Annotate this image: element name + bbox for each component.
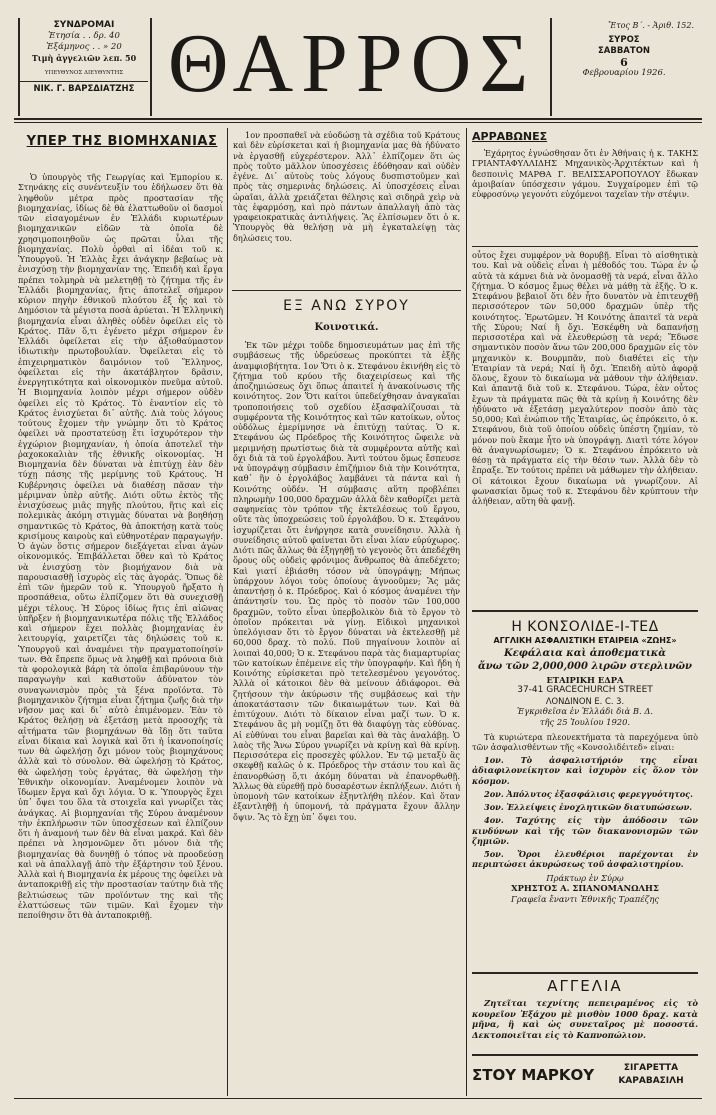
subscriptions-heading: ΣΥΝΔΡΟΜΑΙ: [53, 20, 115, 30]
newspaper-title: ΘΑΡΡΟΣ: [167, 17, 537, 110]
director-name: ΝΙΚ. Γ. ΒΑΡΣΔΙΑΤΖΗΣ: [20, 81, 148, 95]
masthead-rule: [14, 122, 702, 123]
masthead-rule: [14, 118, 702, 120]
insurance-agent-name: ΧΡΗΣΤΟΣ Α. ΣΠΑΝΟΜΑΝΩΛΗΣ: [511, 883, 659, 894]
issue-number: Ἔτος Β΄. - Ἀριθ. 152.: [608, 21, 694, 30]
classified-title: ΑΓΓΕΛΙΑ: [547, 977, 623, 995]
cigarette-brand-2: ΚΑΡΑΒΑΣΙΛΗ: [618, 1076, 684, 1086]
insurance-benefit-4: 4ον. Ταχύτης εἰς τὴν ἀπόδοσιν τῶν κινδύνων καὶ τῆς τῶν διακανονισμῶν τῶν ζημιῶν.: [472, 815, 698, 846]
ad-rule: [472, 1054, 698, 1056]
issue-place: ΣΥΡΟΣ: [608, 35, 640, 45]
issue-date-number: 6: [620, 56, 628, 69]
bottom-rule: [14, 1098, 702, 1099]
insurance-registration-date: τῆς 25 Ἰουλίου 1920.: [539, 716, 631, 727]
subscription-annual: Ἐτησία . . δρ. 40: [48, 31, 120, 41]
insurance-intro: Τὰ κυριώτερα πλεονεκτήματα τὰ παρεχόμενα ὑπὸ τῶν ἀσφαλισθέντων τῆς «Κονσολιδέιτεδ» εἶναι:: [472, 731, 698, 752]
insurance-ad: [472, 618, 698, 968]
insurance-benefit-3: 3ον. Ἐλλείψεις ἐνοχλητικῶν διατυπώσεων.: [484, 802, 693, 813]
ad-price: Τιμὴ ἀγγελιῶν λεπ. 50: [31, 53, 137, 63]
insurance-address: 37-41 GRACECHURCH STREET: [517, 685, 653, 696]
issue-day: ΣΑΒΒΑΤΟΝ: [597, 46, 651, 56]
column-rule: [466, 128, 467, 1096]
box-border: [18, 18, 20, 116]
box-border: [150, 18, 152, 116]
engagements-title: ΑΡΡΑΒΩΝΕΣ: [472, 130, 548, 143]
insurance-capital-amount: ἄνω τῶν 2,000,000 λιρῶν στερλινῶν: [478, 660, 692, 672]
engagements-body: Ἐχάρητος ἐγνώσθησαν ὅτι ἐν Ἀθήναις ἡ κ. ΤΑΚΗΣ ΓΡΙΑΝΤΑΦΥΛΛΙΔΗΣ Μηχανικὸς-Ἀρχιτέκτων καὶ ἡ δεσποινὶς ΜΑΡΘΑ Γ. ΒΕΛΙΣΣΑΡΟΠΟΥΛΟΥ ἔδωκαν ἀμοιβαίαν ὑπόσχεσιν γάμου. Συγχαίρομεν ἐπὶ τῷ εὐφροσύνῳ γεγονότι εὐχόμενοι ταχεῖαν τὴν στέψιν.: [472, 148, 698, 199]
insurance-registration: Ἐγκριθεῖσα ἐν Ἑλλάδι διὰ Β. Δ.: [516, 706, 654, 717]
insurance-capital-label: Κεφάλαια καὶ ἀποθεματικὰ: [504, 647, 666, 659]
subscription-semiannual: Ἑξάμηνος . . » 20: [46, 42, 122, 52]
ad-rule: [472, 972, 698, 974]
insurance-city: ΛΟΝΔΙΝΟΝ Ε. C. 3.: [545, 695, 625, 706]
cigarette-shop: ΣΤΟΥ ΜΑΡΚΟΥ: [472, 1066, 595, 1084]
section-subtitle: Κοινοτικά.: [314, 322, 379, 333]
insurance-benefit-2: 2ον. Ἀπόλυτος ἐξασφάλισις φερεγγυότητος.: [484, 788, 694, 799]
insurance-agent-office: Γραφεῖα ἔναντι Ἐθνικῆς Τραπέζης: [510, 893, 660, 904]
classified-body: Ζητεῖται τεχνίτης πεπειραμένος εἰς τὸ κουρεῖον Ἐξάχου μὲ μισθὸν 1000 δραχ. κατὰ μῆνα, ἢ καὶ ὡς συνεταῖρος μὲ ποσοστά. Δεκτοποιεῖται εἰς τὸ Καπνοπώλιον.: [472, 998, 698, 1040]
notice-rule: [472, 246, 698, 247]
section-title-ano-syrou: ΕΞ ΑΝΩ ΣΥΡΟΥ: [283, 298, 410, 314]
box-border: [550, 18, 552, 116]
headline-industry: ΥΠΕΡ ΤΗΣ ΒΙΟΜΗΧΑΝΙΑΣ: [26, 134, 218, 149]
article-industry-continued: 1ον προσπαθεῖ νὰ εὐοδώσῃ τὰ σχέδια τοῦ Κράτους καὶ δὲν εὐρίσκεται καὶ ἡ βιομηχανία μας θὰ ἠδύνατο νὰ ἐργασθῇ εὐχερέστερον. Ἀλλ᾽ ἐλπίζομεν ὅτι ὡς πρὸς τοῦτο μᾶλλον ὑποσχέσεις ἐδόθησαν καὶ οὐδὲν ἐγένε. Δι᾽ αὐτοὺς τοὺς λόγους δυσπιστοῦμεν καὶ πρὸς τὰς σημερινὰς δηλώσεις. Αἱ ὑποσχέσεις εἶναι ὡραῖαι, ἀλλὰ χρειάζεται θέλησις καὶ σιδηρᾶ χεὶρ νὰ τὰς ἐφαρμόσῃ, καὶ πρὸ πάντων ἀπαλλαγὴ ἀπὸ τὰς γραφειοκρατικὰς ἀντιλήψεις. Ἂς ἐλπίσωμεν ὅτι ὁ κ. Ὑπουργὸς θὰ θελήσῃ νὰ μὴ ἐγκαταλείψῃ τὰς δηλώσεις του.: [233, 130, 460, 243]
issue-box: [554, 20, 694, 116]
article-industry-body: Ὁ ὑπουργὸς τῆς Γεωργίας καὶ Ἐμπορίου κ. Στηνάκης εἰς συνέντευξίν του ἐδήλωσεν ὅτι θὰ ληφθοῦν μέτρα πρὸς προστασίαν τῆς βιομηχανίας, ἰδίως δὲ θὰ ἐλαττωθοῦν οἱ δασμοὶ τῶν εἰσαγομένων ἐν Ἑλλάδι κυριωτέρων βιομηχανικῶν εἰδῶν τὰ ὁποῖα δὲ χρησιμοποιηθοῦν ὡς πρῶται ὗλαι τῆς βιομηχανίας. Πολὺ ὀρθαὶ αἱ ἰδέαι τοῦ κ. Ὑπουργοῦ. Ἡ Ἑλλὰς ἔχει ἀνάγκην βεβαίως νὰ ἐνισχύσῃ τὴν βιομηχανίαν της. Ἐπειδὴ καὶ ἔργα πρέπει τολμηρὰ νὰ μελετηθῇ τὸ ζήτημα τῆς ἐν Ἑλλάδι βιομηχανίας, ἥτις ἀποτελεῖ σήμερον κύριον πηγὴν ἐθνικοῦ πλούτου ἐξ ἧς καὶ τὸ Δημόσιον τὰ μέγιστα ποσὰ ἀρύεται. Ἡ Ἑλληνικὴ βιομηχανία εἶναι ἀληθὲς οὐδὲν ὀφείλει εἰς τὸ Κράτος. Πᾶν ὅ,τι ἐγένετο μέχρι σήμερον ἐν Ἑλλάδι ὀφείλεται εἰς τὴν ἀξιοθαύμαστον ἰδιωτικὴν πρωτοβουλίαν. Ὀφείλεται εἰς τὸ ἐπιχειρηματικὸν δαιμόνιον τοῦ Ἕλληνος, ὀφείλεται εἰς τὴν ἀκατάβλητον δρᾶσιν, ἐνεργητικότητα καὶ οἰκονομικὸν πνεῦμα αὐτοῦ. Ἡ Βιομηχανία λοιπὸν μέχρι σήμερον οὐδὲν ὀφείλει εἰς τὸ Κράτος. Τὸ ἐναντίον εἰς τὸ Κράτος ἐνισχύεται δι᾽ αὐτῆς. Διὰ τοὺς λόγους τούτους ἔχομεν τὴν γνώμην ὅτι τὸ Κράτος ὀφείλει νὰ προστατεύσῃ ἔτι ἰσχυρότερον τὴν ἐγχώριον βιομηχανίαν, ἡ ὁποία ἀποτελεῖ τὴν ῥαχοκοκαλιὰν τῆς ἐθνικῆς οἰκονομίας. Ἡ Βιομηχανία δὲν δύναται νὰ ἐπιτύχῃ ἐὰν δὲν τύχῃ πάσης τῆς μερίμνης τοῦ Κράτους. Ἡ Κυβέρνησις ὀφείλει νὰ διαθέσῃ πᾶσαν τὴν μέριμναν ὑπὲρ αὐτῆς. Διότι οὕτω ἐκτὸς τῆς ἐνισχύσεως μιᾶς πηγῆς πλούτου, ἥτις καὶ εἰς πολεμικὰς ἀκόμη στιγμὰς δύναται νὰ βοηθήσῃ σημαντικῶς τὸ Κράτος, θὰ ἀποκτήσῃ κατὰ τοὺς κρισίμους καιροὺς καὶ εὐθηνοτέραν παραγωγήν. Ὁ ἀγὼν ὅστις σήμερον διεξάγεται εἶναι ἀγὼν οἰκονομικός. Ἐπιβάλλεται ὅθεν καὶ τὸ Κράτος νὰ ἐνισχύσῃ τὸν βιομήχανον διὰ νὰ παρουσιασθῇ ἰσχυρὸς εἰς τὰς ἀγοράς. Ὅπως δὲ ἐπὶ τῶν ἡμερῶν τοῦ κ. Ὑπουργοῦ ἤρξατο ἡ προσπάθεια, οὕτω ἐλπίζομεν ὅτι θὰ συνεχισθῇ μέχρι τέλους. Ἡ Σύρος ἰδίως ἥτις ἐπὶ αἰῶνας ὑπῆρξεν ἡ βιομηχανικωτέρα πόλις τῆς Ἑλλάδος καὶ σήμερον ἔχει πολλὰς βιομηχανίας ἐν λειτουργίᾳ, χαιρετίζει τὰς δηλώσεις τοῦ κ. Ὑπουργοῦ καὶ ἀναμένει τὴν πραγματοποίησίν των. Θὰ ἔπρεπε ὅμως νὰ ληφθῇ καὶ πρόνοια διὰ τὰ φορολογικὰ βάρη τὰ ὁποῖα ἐπιβαρύνουν τὴν παραγωγὴν καὶ καθιστοῦν ἀδύνατον τὸν συναγωνισμὸν πρὸς τὰ ξένα προϊόντα. Τὸ βιομηχανικὸν ζήτημα εἶναι ζήτημα ζωῆς διὰ τὴν νῆσον μας καὶ δι᾽ αὐτὸ ἐπιμένομεν. Ἐὰν τὸ Κράτος θελήσῃ νὰ ἐξετάσῃ μετὰ προσοχῆς τὰ αἰτήματα τῶν βιομηχάνων θὰ ἴδῃ ὅτι ταῦτα εἶναι δίκαια καὶ λογικὰ καὶ ὅτι ἡ ἱκανοποίησίς των θὰ ὠφελήσῃ ὄχι μόνον τοὺς βιομηχάνους ἀλλὰ καὶ τὸ σύνολον. Θὰ ὠφελήσῃ τὸ Κράτος, θὰ ὠφελήσῃ τοὺς ἐργάτας, θὰ ὠφελήσῃ τὴν Ἐθνικὴν οἰκονομίαν. Ἀναμένομεν λοιπὸν νὰ ἴδωμεν ἔργα καὶ ὄχι λόγια. Ὁ κ. Ὑπουργὸς ἔχει ὑπ᾽ ὄψει του ὅλα τὰ στοιχεῖα καὶ γνωρίζει τὰς ἀνάγκας. Αἱ βιομηχανίαι τῆς Σύρου ἀναμένουν τὴν ἐκπλήρωσιν τῶν ὑποσχέσεων καὶ ἐλπίζουν ὅτι ἡ ἀναμονή των δὲν θὰ εἶναι μακρά. Καὶ δὲν πρέπει νὰ λησμονῶμεν ὅτι μόνον διὰ τῆς βιομηχανίας θὰ δυνηθῇ ὁ τόπος νὰ προοδεύσῃ καὶ νὰ ἀπαλλαγῇ ἀπὸ τὴν ἐξάρτησιν τοῦ ξένου. Ἀλλὰ καὶ ἡ Βιομηχανία ἐκ μέρους της ὀφείλει νὰ ἀνταποκριθῇ εἰς τὴν προστασίαν ταύτην διὰ τῆς βελτιώσεως τῶν προϊόντων της καὶ τῆς ἐλαττώσεως τῶν τιμῶν. Καὶ ἔχομεν τὴν πεποίθησιν ὅτι θὰ ἀνταποκριθῇ.: [18, 172, 223, 920]
insurance-benefit-1: 1ον. Τὸ ἀσφαλιστήριόν της εἶναι ἀδιαφιλονείκητον καὶ ἰσχυρὸν εἰς ὅλον τὸν κόσμον.: [472, 755, 698, 786]
insurance-hq-label: ΕΤΑΙΡΙΚΗ ΕΔΡΑ: [546, 674, 624, 685]
section-rule: [232, 290, 461, 291]
issue-date: Φεβρουαρίου 1926.: [582, 68, 666, 78]
insurance-agent-label: Πράκτωρ ἐν Σύρῳ: [546, 872, 624, 883]
cigarette-brand-1: ΣΙΓΑΡΕΤΤΑ: [623, 1063, 679, 1073]
insurance-benefit-5: 5ον. Ὅροι ἐλευθέριοι παρέχονται ἐν περιπτώσει ἀκυρώσεως τοῦ ἀσφαλιστηρίου.: [472, 849, 698, 870]
column-rule: [227, 128, 228, 1096]
insurance-ad-title: Η ΚΟΝΣΟΛΙΔΕ-Ι-ΤΕΔ: [511, 619, 659, 635]
director-label: ΥΠΕΥΘΥΝΟΣ ΔΙΕΥΘΥΝΤΗΣ: [44, 70, 124, 76]
cigarette-ad: [472, 1058, 698, 1094]
article-stefanou: οὗτος ἔχει συμφέρον νὰ θορυβῇ. Εἶναι τὸ αἰσθητικὰ του. Καὶ νὰ οὐδεὶς εἶναι ἡ μέθοδός του. Τώρα ἐν ᾧ αὐτὰ τὰ κάμνει διὰ νὰ ὀνομασθῇ τὰ νερά, εἶναι ἄλλο ζήτημα. Ὁ κόσμος ἔμως θέλει νὰ μάθῃ τὰ ἑξῆς. Ὁ κ. Στεφάνου βεβαιοῖ ὅτι δὲν ἦτο δυνατὸν νὰ ἐπιτευχθῇ περισσότερον τῶν 50,000 δραχμῶν ὑπὲρ τῆς κοινότητος. Ἐρωτῶμεν. Ἡ Κοινότης ἀπαιτεῖ τὰ νερὰ τῆς Σύρου; Ναί ἢ ὄχι. Ἐσκέφθη νὰ δαπανήσῃ περισσοτέρα καὶ νὰ ἐλευθερώσῃ τὰ νερά; Ἔδωσε σημαντικὸν ποσὸν ἄνω τῶν 200,000 δραχμῶν εἰς τὸν μηχανικὸν κ. Βουρμπᾶν, ποὺ διαθέτει εἰς τὴν Ἑταιρίαν τὰ νερά; Ναί ἢ ὄχι. Ἐπειδὴ αὐτὸ ἀφορᾷ ὅλους, ἔχουν τὸ δικαίωμα νὰ μάθουν τὴν ἀλήθειαν. Καὶ ἀπαντᾷ διὰ τοῦ κ. Στεφάνου. Τώρα, ἐὰν οὗτος ἔχων τὰ πράγματα πῶς θὰ τὰ κρίνῃ ἡ Κοινότης δὲν ἠδύνατο νὰ ἐξετάσῃ μεγαλύτερον ποσὸν ἀπὸ τὰς 50,000; Καὶ ἐνώπιον τῆς Ἑταιρίας, ὡς ἐπρόκειτο, ὁ κ. Στεφάνου, διὰ τοῦ ὁποίου οὐδεὶς ὑπέστη ζημίαν, τὸ μόνον ποὺ ἔκαμε ἦτο νὰ ὑπογράψῃ. Διατὶ τότε λόγον θὰ ἀναγνωρίσωμεν; Ὁ κ. Στεφάνου ἐπρόκειτο νὰ θέσῃ τὰ πράγματα εἰς τὴν θέσιν των. Ἀλλὰ δὲν τὸ ἔπραξε. Ἐν τούτοις πρέπει νὰ μάθωμεν τὴν ἀλήθειαν. Οἱ κάτοικοι ἔχουν δικαίωμα νὰ γνωρίζουν. Αἱ φωνασκίαι ὅμως τοῦ κ. Στεφάνου δὲν κρύπτουν τὴν ἀλήθειαν, αὕτη θὰ φανῇ.: [472, 250, 698, 506]
article-ano-syrou-body: Ἐκ τῶν μέχρι τοῦδε δημοσιευμάτων μας ἐπὶ τῆς συμβάσεως τῆς ὑδρεύσεως προκύπτει τὰ ἑξῆς ἀναμφισβήτητα. 1ον Ὅτι ὁ κ. Στεφάνου ἐκινήθη εἰς τὸ ζήτημα τοῦ κρύου τῆς διαχειρίσεως καὶ τῆς ἀποζημιώσεως ὄχι ὅπως ἀπαιτεῖ ἡ ἀνακοίνωσις τῆς κοινότητος. 2ον Ὅτι καίτοι ὑπεδείχθησαν ἀναγκαῖαι τροποποιήσεις τοῦ σχεδίου ἐξασφαλίζουσαι τὰ συμφέροντα τῆς Κοινότητος καὶ τῶν κατοίκων, οὗτος οὐδόλως ἐμερίμνησε νὰ ἐπιτύχῃ ταύτας. Ὁ κ. Στεφάνου ὡς Πρόεδρος τῆς Κοινότητος ὤφειλε νὰ μεριμνήσῃ πρωτίστως διὰ τὰ συμφέροντα αὐτῆς καὶ ὄχι διὰ τὰ τοῦ ἐργολάβου. Ἀντὶ τούτου ὅμως ἔσπευσε νὰ ὑπογράψῃ σύμβασιν ἐπιζήμιον διὰ τὴν Κοινότητα, καθ᾽ ἣν ὁ ἐργολάβος λαμβάνει τὰ πάντα καὶ ἡ Κοινότης οὐδέν. Ἡ σύμβασις αὕτη προβλέπει πληρωμὴν 100,000 δραχμῶν ἀλλὰ δὲν καθορίζει μετὰ σαφηνείας τὸν τρόπον τῆς ἐκτελέσεως τοῦ ἔργου, οὔτε τὰς ὑποχρεώσεις τοῦ ἐργολάβου. Ὁ κ. Στεφάνου ἰσχυρίζεται ὅτι ἐνήργησε κατὰ συνείδησιν. Ἀλλὰ ἡ συνείδησις αὐτοῦ φαίνεται ὅτι εἶναι λίαν εὐρύχωρος. Διότι πῶς ἄλλως θὰ ἐξηγηθῇ τὸ γεγονὸς ὅτι ἀπεδέχθη ὅρους οὓς οὐδεὶς φρόνιμος ἄνθρωπος θὰ ἀπεδέχετο; Καὶ γιατί ἐβιάσθη τόσον νὰ ὑπογράψῃ; Μήπως ὑπάρχουν λόγοι τοὺς ὁποίους ἀγνοοῦμεν; Ἂς μᾶς ἀπαντήσῃ ὁ κ. Πρόεδρος. Καὶ ὁ κόσμος ἀναμένει τὴν ἀπάντησίν του. Ὡς πρὸς τὸ ποσὸν τῶν 100,000 δραχμῶν, τοῦτο εἶναι ὑπερβολικὸν διὰ τὸ ἔργον τὸ ὁποῖον πρόκειται νὰ γίνῃ. Εἰδικοὶ μηχανικοὶ ὑπελόγισαν ὅτι τὸ ἔργον δύναται νὰ ἐκτελεσθῇ μὲ 60,000 δραχ. τὸ πολύ. Ποῦ πηγαίνουν λοιπὸν αἱ λοιπαὶ 40,000; Ὁ κ. Στεφάνου παρὰ τὰς διαμαρτυρίας τῶν κατοίκων ἐπέμεινε εἰς τὴν ὑπογραφήν. Καὶ ἤδη ἡ Κοινότης εὑρίσκεται πρὸ τετελεσμένου γεγονότος. Ἀλλὰ οἱ κάτοικοι δὲν θὰ μείνουν ἀδιάφοροι. Θὰ ζητήσουν τὴν ἀκύρωσιν τῆς συμβάσεως καὶ τὴν ἀποκατάστασιν τῶν δικαιωμάτων των. Καὶ θὰ ἐπιτύχουν. Διότι τὸ δίκαιον εἶναι μαζί των. Ὁ κ. Στεφάνου ἂς μὴ νομίζῃ ὅτι θὰ διαφύγῃ τὰς εὐθύνας. Αἱ εὐθύναι του εἶναι βαρεῖαι καὶ θὰ τὰς ἀναλάβῃ. Ὁ λαὸς τῆς Ἄνω Σύρου γνωρίζει νὰ κρίνῃ καὶ θὰ κρίνῃ. Περισσότερα εἰς προσεχὲς φύλλον. Ἐν τῷ μεταξὺ ἂς σκεφθῇ καλῶς ὁ κ. Πρόεδρος τὴν στάσιν του καὶ ἂς ἐπανορθώσῃ ὅ,τι ἀκόμη δύναται νὰ ἐπανορθωθῇ. Ἄλλως θὰ εὑρεθῇ πρὸ δυσαρέστων ἐκπλήξεων. Διότι ἡ ὑπομονὴ τῶν κατοίκων ἐξηντλήθη πλέον. Καὶ ὅταν ἐξαντληθῇ ἡ ὑπομονή, τὰ πράγματα ἔχουν ἄλλην ὄψιν. Ἂς τὸ ἔχῃ ὑπ᾽ ὄψει του.: [233, 340, 460, 822]
subscriptions-box: [20, 20, 148, 116]
ad-rule: [472, 610, 698, 612]
insurance-ad-subtitle: ΑΓΓΛΙΚΗ ΑΣΦΑΛΙΣΤΙΚΗ ΕΤΑΙΡΕΙΑ «ΖΩΗΣ»: [493, 636, 677, 645]
